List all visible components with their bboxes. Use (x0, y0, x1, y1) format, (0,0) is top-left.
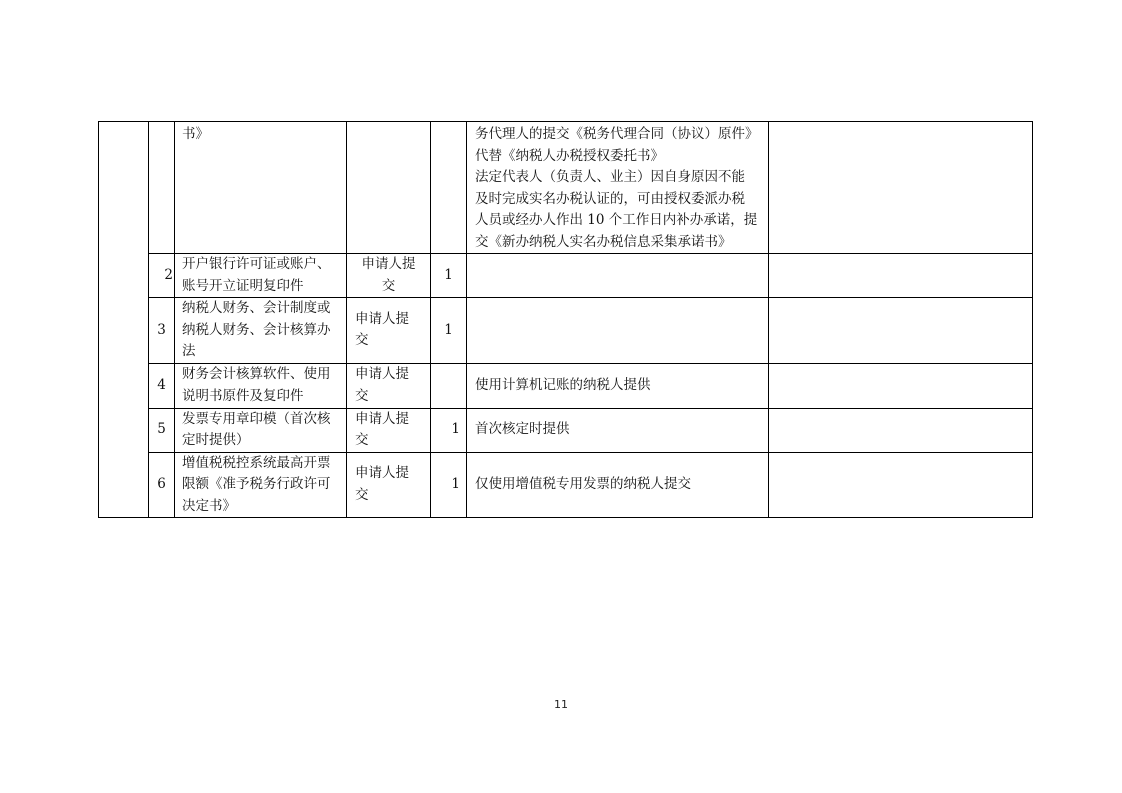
materials-table (98, 121, 1033, 518)
table-row (99, 452, 1033, 518)
row-number-cell: 3 (149, 298, 175, 364)
copies-cell (431, 122, 467, 254)
remarks-cell (467, 408, 769, 452)
material-name-cell (175, 452, 347, 518)
table-row (99, 254, 1033, 298)
material-name-line: 书》 (182, 126, 209, 142)
material-name-line: 纳税人财务、会计核算办 (182, 321, 331, 338)
source-line: 交 (355, 432, 369, 448)
table-row (99, 408, 1033, 452)
copies-cell: 1 (431, 452, 467, 518)
copies-cell: 1 (431, 254, 467, 298)
row-number-cell: 5 (149, 408, 175, 452)
material-name-cell (175, 408, 347, 452)
source-line: 申请人提 (355, 366, 409, 382)
copies-cell: 1 (431, 408, 467, 452)
page-number: 11 (554, 698, 568, 711)
extra-cell (769, 452, 1033, 518)
remarks-line: 交《新办纳税人实名办税信息采集承诺书》 (475, 233, 732, 250)
material-name-line: 决定书》 (182, 497, 236, 514)
extra-cell (769, 122, 1033, 254)
table-row (99, 298, 1033, 364)
source-cell (347, 363, 431, 408)
material-name-line: 增值税税控系统最高开票 (182, 454, 331, 471)
extra-cell (769, 408, 1033, 452)
remarks-line: 首次核定时提供 (475, 421, 570, 438)
remarks-cell (467, 452, 769, 518)
remarks-line: 仅使用增值税专用发票的纳税人提交 (475, 476, 691, 492)
source-line: 交 (355, 332, 369, 349)
material-name-line: 财务会计核算软件、使用 (182, 366, 331, 382)
extra-cell (769, 298, 1033, 364)
source-cell (347, 298, 431, 364)
source-line: 交 (355, 387, 369, 404)
material-name-cell (175, 298, 347, 364)
material-name-cell (175, 122, 347, 254)
extra-cell (769, 254, 1033, 298)
source-line: 申请人提 (355, 310, 409, 327)
table-row (99, 122, 1033, 254)
material-name-cell (175, 363, 347, 408)
source-line: 交 (355, 486, 369, 503)
source-line: 申请人提 (361, 256, 416, 272)
source-line: 交 (381, 277, 396, 294)
remarks-line: 使用计算机记账的纳税人提供 (475, 376, 651, 393)
category-merged-cell (99, 122, 149, 518)
material-name-line: 说明书原件及复印件 (182, 387, 304, 404)
material-name-line: 定时提供） (182, 432, 250, 448)
extra-cell (769, 363, 1033, 408)
remarks-cell (467, 363, 769, 408)
material-name-line: 限额《准予税务行政许可 (182, 476, 331, 492)
row-number-cell: 6 (149, 452, 175, 518)
copies-cell: 1 (431, 298, 467, 364)
remarks-line: 法定代表人（负责人、业主）因自身原因不能 (475, 169, 745, 185)
remarks-line: 务代理人的提交《税务代理合同（协议）原件》 (475, 126, 759, 142)
material-name-line: 开户银行许可证或账户、 (182, 256, 331, 272)
source-line: 申请人提 (355, 410, 409, 427)
remarks-line: 人员或经办人作出 10 个工作日内补办承诺，提 (475, 212, 758, 228)
source-line: 申请人提 (355, 465, 409, 482)
source-cell (347, 452, 431, 518)
material-name-line: 纳税人财务、会计制度或 (182, 300, 331, 316)
remarks-cell (467, 254, 769, 298)
copies-cell (431, 363, 467, 408)
source-cell (347, 254, 431, 298)
row-number-cell: 4 (149, 363, 175, 408)
table-row (99, 363, 1033, 408)
material-name-line: 法 (182, 343, 196, 359)
material-name-cell (175, 254, 347, 298)
source-cell (347, 408, 431, 452)
source-cell (347, 122, 431, 254)
material-name-line: 发票专用章印模（首次核 (182, 410, 331, 427)
row-number-cell: 2 (149, 254, 175, 298)
material-name-line: 账号开立证明复印件 (182, 277, 304, 294)
row-number-cell (149, 122, 175, 254)
remarks-line: 及时完成实名办税认证的，可由授权委派办税 (475, 190, 745, 207)
remarks-cell (467, 122, 769, 254)
remarks-cell (467, 298, 769, 364)
remarks-line: 代替《纳税人办税授权委托书》 (475, 147, 664, 164)
